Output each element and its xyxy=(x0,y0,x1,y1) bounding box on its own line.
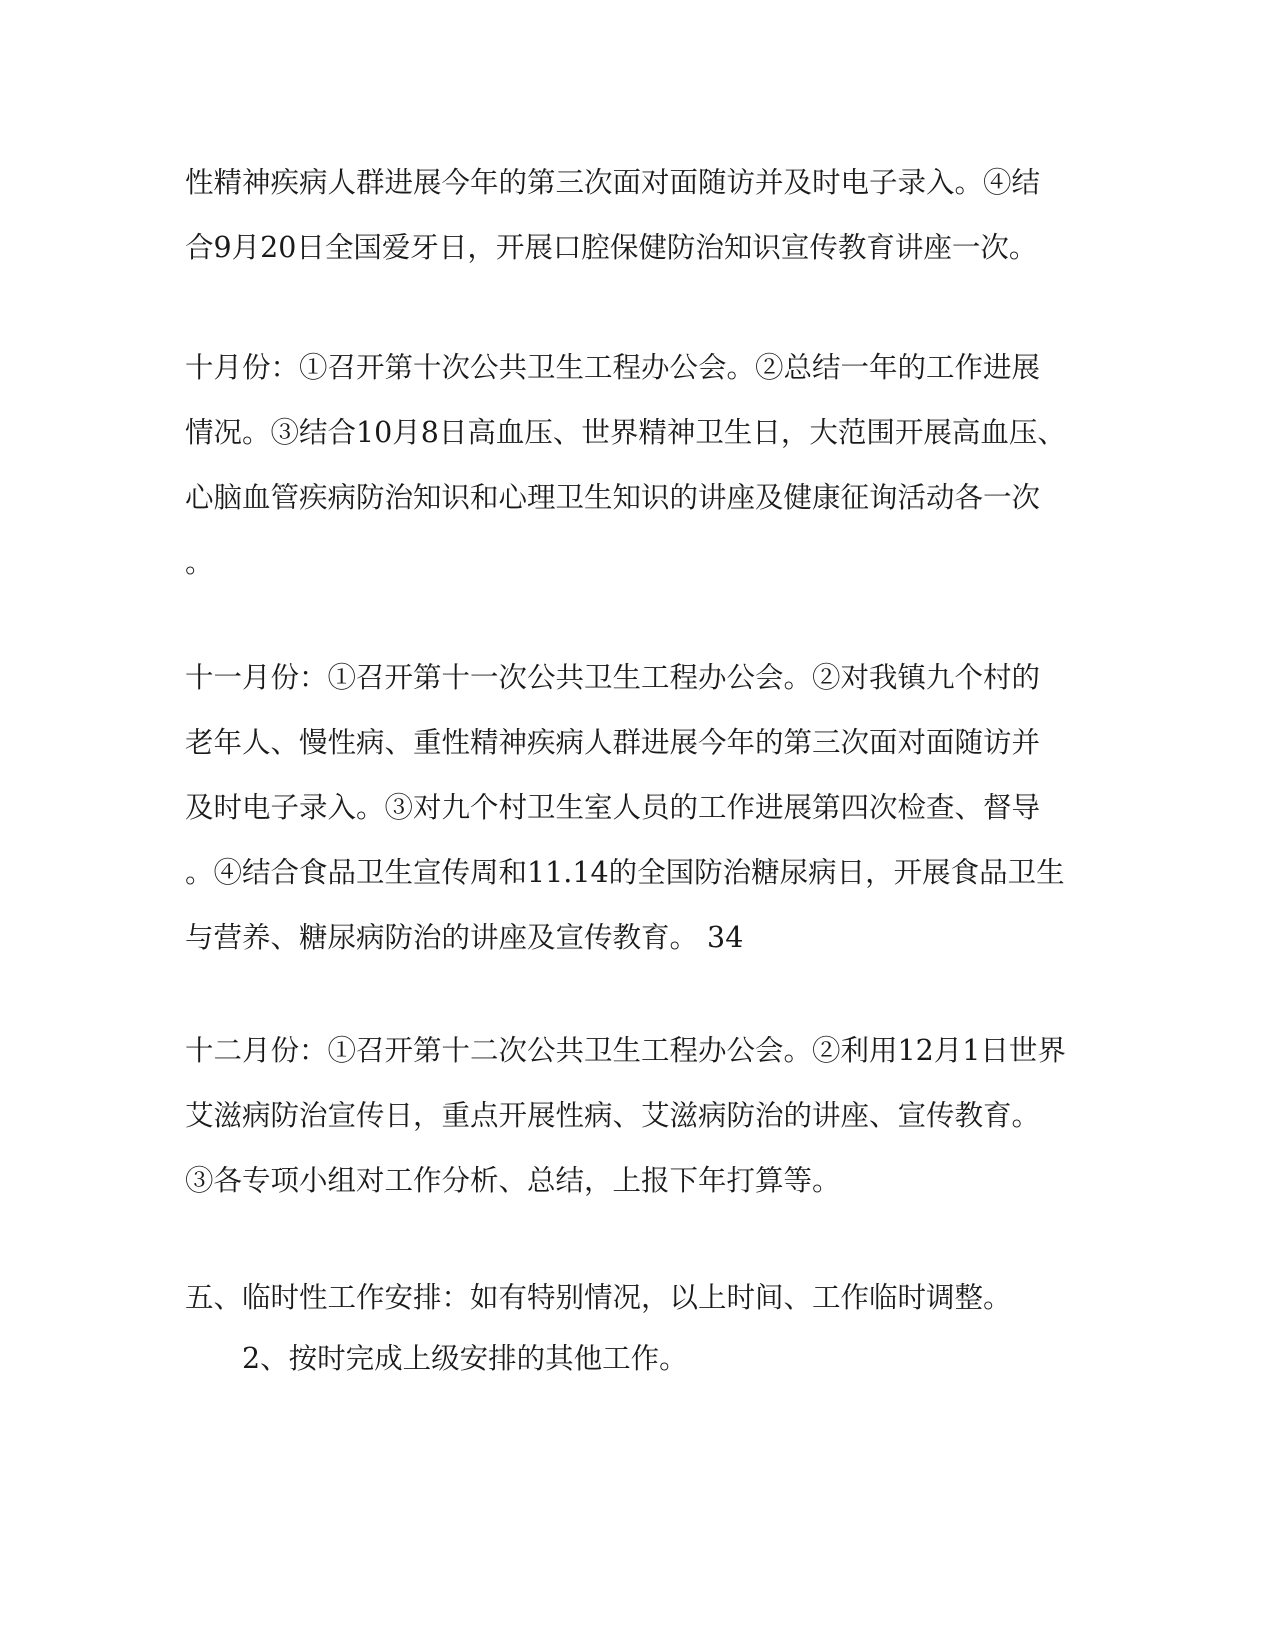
text-line: 情况。③结合10月8日高血压、世界精神卫生日，大范围开展高血压、 xyxy=(185,416,1066,449)
text-line: 五、临时性工作安排：如有特别情况，以上时间、工作临时调整。 xyxy=(185,1281,1012,1314)
text-line: 2、按时完成上级安排的其他工作。 xyxy=(242,1342,688,1375)
text-line: 十二月份：①召开第十二次公共卫生工程办公会。②利用12月1日世界 xyxy=(185,1034,1066,1067)
text-line: 心脑血管疾病防治知识和心理卫生知识的讲座及健康征询活动各一次 xyxy=(185,481,1041,514)
paragraph-december xyxy=(185,1018,1085,1213)
text-line: 十一月份：①召开第十一次公共卫生工程办公会。②对我镇九个村的 xyxy=(185,661,1041,694)
paragraph-september-continued xyxy=(185,150,1085,280)
text-line: 及时电子录入。③对九个村卫生室人员的工作进展第四次检查、督导 xyxy=(185,791,1041,824)
paragraph-item-two xyxy=(242,1326,1142,1391)
paragraph-october xyxy=(185,335,1085,595)
text-line: 。 xyxy=(185,546,214,579)
paragraph-november xyxy=(185,645,1085,970)
text-line: 艾滋病防治宣传日，重点开展性病、艾滋病防治的讲座、宣传教育。 xyxy=(185,1099,1041,1132)
text-line: 。④结合食品卫生宣传周和11.14的全国防治糖尿病日，开展食品卫生 xyxy=(185,856,1065,889)
text-line: 十月份：①召开第十次公共卫生工程办公会。②总结一年的工作进展 xyxy=(185,351,1041,384)
text-line: 合9月20日全国爱牙日，开展口腔保健防治知识宣传教育讲座一次。 xyxy=(185,231,1038,264)
text-line: 老年人、慢性病、重性精神疾病人群进展今年的第三次面对面随访并 xyxy=(185,726,1041,759)
text-line: 性精神疾病人群进展今年的第三次面对面随访并及时电子录入。④结 xyxy=(185,166,1041,199)
paragraph-section-five xyxy=(185,1265,1085,1330)
text-line: 与营养、糖尿病防治的讲座及宣传教育。 34 xyxy=(185,921,744,954)
text-line: ③各专项小组对工作分析、总结，上报下年打算等。 xyxy=(185,1164,841,1197)
